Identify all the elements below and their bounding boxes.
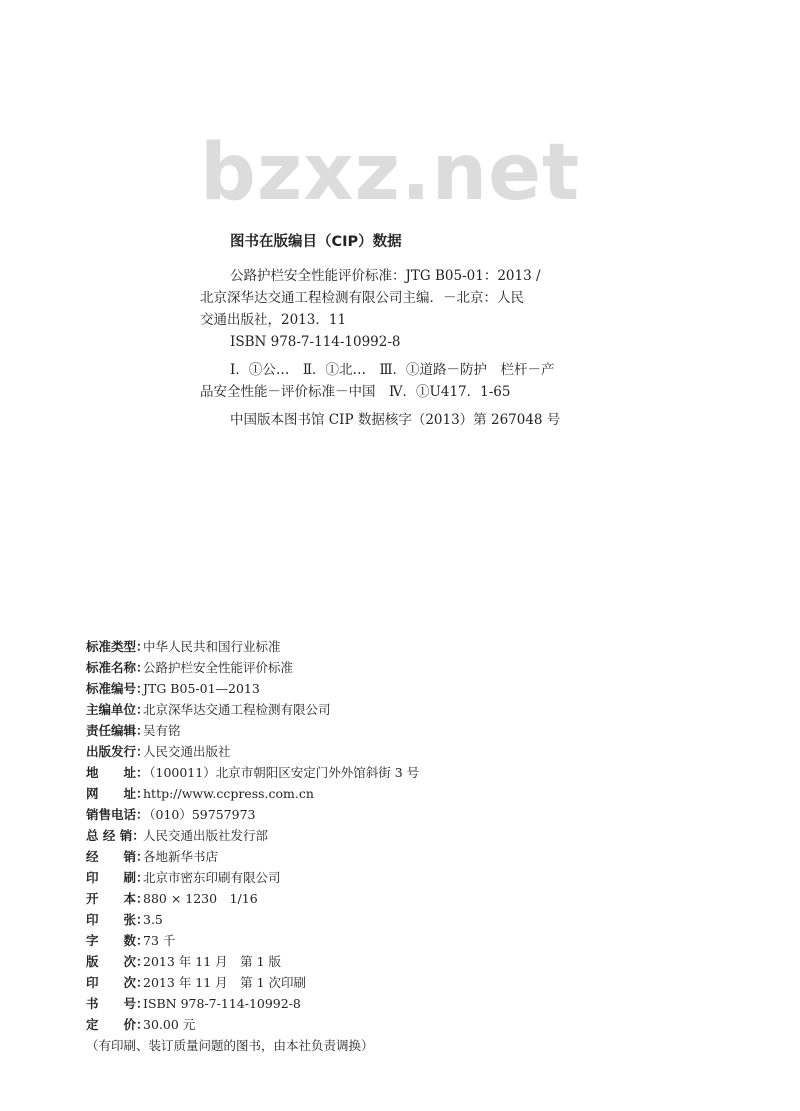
colophon-row (86, 783, 686, 804)
colophon-label: 标准名称： (86, 660, 149, 675)
colophon-value: 公路护栏安全性能评价标准 (143, 660, 294, 675)
colophon-value: 各地新华书店 (143, 849, 219, 864)
colophon-value: 北京深华达交通工程检测有限公司 (143, 702, 331, 717)
colophon-value: 人民交通出版社发行部 (143, 828, 269, 843)
colophon-row (86, 972, 686, 993)
colophon-row (86, 825, 686, 846)
cip-block (200, 230, 620, 437)
colophon-value: 73 千 (143, 933, 176, 948)
colophon-value: http://www.ccpress.com.cn (143, 786, 314, 801)
cip-title: 图书在版编目（CIP）数据 (230, 234, 402, 250)
colophon-label: 地 址： (86, 765, 149, 780)
colophon-row (86, 951, 686, 972)
colophon-label: 印 刷： (86, 870, 149, 885)
colophon-label: 印 张： (86, 912, 149, 927)
cip-classification (200, 359, 620, 403)
colophon-row (86, 741, 686, 762)
colophon-value: JTG B05-01—2013 (143, 681, 260, 696)
colophon-value: 880 × 1230 1/16 (143, 891, 258, 906)
colophon-value: 中华人民共和国行业标准 (143, 639, 281, 654)
colophon-label: 开 本： (86, 891, 149, 906)
colophon-label: 印 次： (86, 975, 149, 990)
watermark: bzxz.net (200, 128, 581, 218)
colophon-row (86, 804, 686, 825)
colophon-row (86, 699, 686, 720)
colophon-value: 2013 年 11 月 第 1 次印刷 (143, 975, 307, 990)
colophon-value: （010）59757973 (143, 807, 256, 822)
colophon (86, 636, 686, 1056)
colophon-label: 总 经 销： (86, 828, 145, 843)
colophon-label: 主编单位： (86, 702, 149, 717)
colophon-row (86, 720, 686, 741)
colophon-label: 标准编号： (86, 681, 149, 696)
colophon-label: 书 号： (86, 996, 149, 1011)
colophon-value: （100011）北京市朝阳区安定门外外馆斜街 3 号 (143, 765, 420, 780)
colophon-row (86, 909, 686, 930)
cip-class-line: 品安全性能－评价标准－中国 Ⅳ．①U417．1-65 (200, 384, 511, 400)
colophon-value: 北京市密东印刷有限公司 (143, 870, 281, 885)
colophon-label: 字 数： (86, 933, 149, 948)
colophon-label: 销售电话： (86, 807, 149, 822)
colophon-row (86, 930, 686, 951)
colophon-row (86, 762, 686, 783)
colophon-label: 版 次： (86, 954, 149, 969)
cip-main-line: 北京深华达交通工程检测有限公司主编．－北京：人民 (200, 290, 524, 306)
colophon-value: 2013 年 11 月 第 1 版 (143, 954, 282, 969)
colophon-label: 出版发行： (86, 744, 149, 759)
colophon-label: 网 址： (86, 786, 149, 801)
colophon-row (86, 657, 686, 678)
colophon-value: 30.00 元 (143, 1017, 196, 1032)
cip-record-number: 中国版本图书馆 CIP 数据核字（2013）第 267048 号 (230, 412, 561, 428)
colophon-label: 标准类型： (86, 639, 149, 654)
colophon-row (86, 867, 686, 888)
cip-class-line: Ⅰ．①公… Ⅱ．①北… Ⅲ．①道路－防护 栏杆－产 (230, 362, 555, 378)
colophon-row (86, 1014, 686, 1035)
colophon-label: 经 销： (86, 849, 149, 864)
colophon-value: ISBN 978-7-114-10992-8 (143, 996, 301, 1011)
colophon-value: 人民交通出版社 (143, 744, 231, 759)
colophon-row (86, 993, 686, 1014)
colophon-row (86, 636, 686, 657)
cip-record (200, 409, 620, 431)
colophon-row (86, 678, 686, 699)
quality-note: （有印刷、装订质量问题的图书，由本社负责调换） (86, 1038, 374, 1053)
colophon-value: 吴有铭 (143, 723, 181, 738)
cip-main-entry (200, 265, 620, 353)
colophon-row (86, 846, 686, 867)
colophon-value: 3.5 (143, 912, 163, 927)
colophon-label: 定 价： (86, 1017, 149, 1032)
colophon-row (86, 888, 686, 909)
cip-main-line: 公路护栏安全性能评价标准：JTG B05-01：2013 / (230, 268, 541, 284)
colophon-label: 责任编辑： (86, 723, 149, 738)
cip-main-line: 交通出版社，2013．11 (200, 312, 347, 328)
cip-isbn: ISBN 978-7-114-10992-8 (230, 334, 401, 350)
